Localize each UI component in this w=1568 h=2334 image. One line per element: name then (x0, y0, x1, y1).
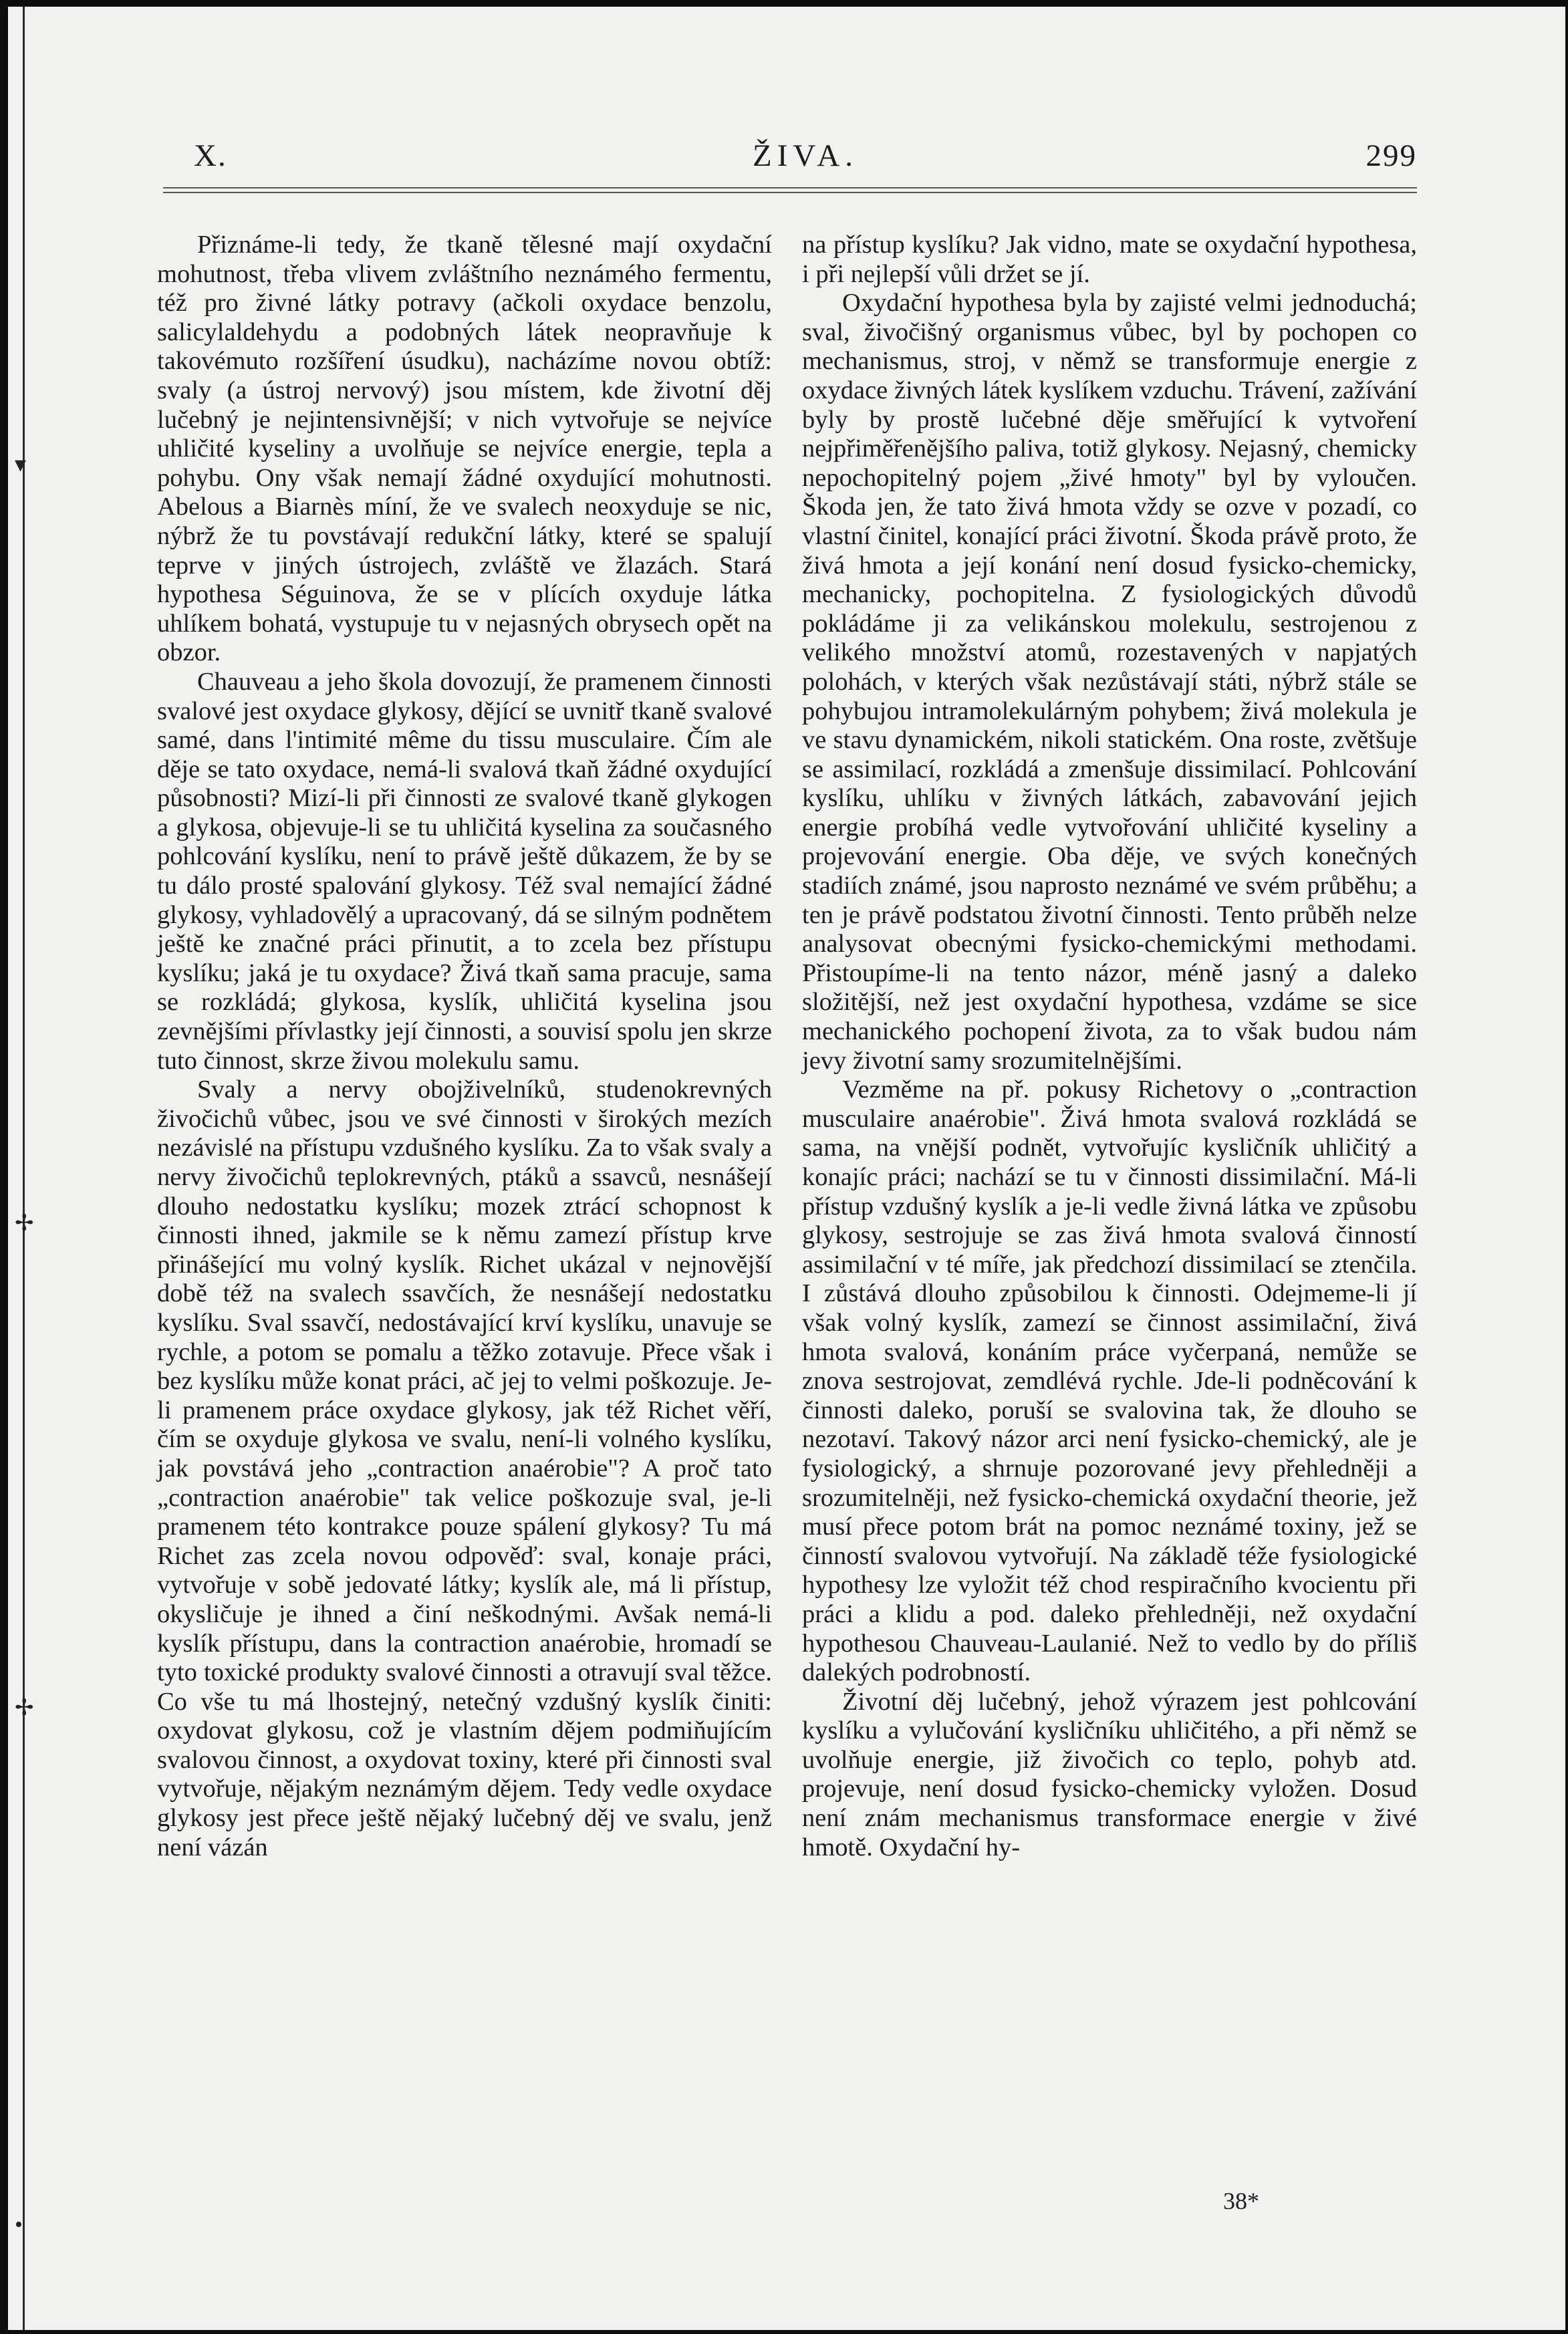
page-number: 299 (1365, 138, 1417, 173)
right-column (802, 231, 1417, 1862)
signature-mark: 38* (1223, 2188, 1259, 2214)
margin-mark: ✢ (15, 1211, 34, 1236)
paragraph: Vezměme na př. pokusy Richetovy o „contraction musculaire anaérobie". Živá hmota svalová rozkládá se sama, na vnější podnět, vytvořujíc kysličník uhličitý a konajíc práci; nachází se tu v činnosti dissimilační. Má-li přístup vzdušný kyslík a je-li vedle živná látka ve způsobu glykosy, sestrojuje se zas živá hmota svalová činností assimilační v té míře, jak předchozí dissimilací se ztenčila. I zůstává dlouho způsobilou k činnosti. Odejmeme-li jí však volný kyslík, zamezí se činnost assimilační, živá hmota svalová, konáním práce vyčerpaná, nemůže se znova sestrojovat, zemdlévá rychle. Jde-li podněcování k činnosti daleko, poruší se svalovina tak, že dlouho se nezotaví. Takový názor arci není fysicko-chemický, ale je fysiologický, a shrnuje pozorované jevy přehledněji a srozumitelněji, než fysicko-chemická oxydační theorie, jež musí přece potom brát na pomoc neznámé toxiny, jež se činností svalovou vytvořují. Na základě téže fysiologické hypothesy lze vyložit též chod respiračního kvocientu při práci a klidu a pod. daleko přehledněji, než oxydační hypothesou Chauveau-Laulanié. Než to vedlo by do příliš dalekých podrobností. (802, 1075, 1417, 1687)
left-column (157, 231, 772, 1862)
header-rule (163, 192, 1417, 193)
paragraph: Chauveau a jeho škola dovozují, že pramenem činnosti svalové jest oxydace glykosy, dějící se uvnitř tkaně svalové samé, dans l'intimité même du tissu musculaire. Čím ale děje se tato oxydace, nemá-li svalová tkaň žádné oxydující působnosti? Mizí-li při činnosti ze svalové tkaně glykogen a glykosa, objevuje-li se tu uhličitá kyselina za současného pohlcování kyslíku, není to právě ještě důkazem, že by se tu dálo prosté spalování glykosy. Též sval nemající žádné glykosy, vyhladovělý a upracovaný, dá se silným podnětem ještě ke značné práci přinutit, a to zcela bez přístupu kyslíku; jaká je tu oxydace? Živá tkaň sama pracuje, sama se rozkládá; glykosa, kyslík, uhličitá kyselina jsou zevnějšími přívlastky její činnosti, a souvisí spolu jen skrze tuto činnost, skrze živou molekulu samu. (157, 667, 772, 1075)
binding-edge-line (23, 7, 25, 2330)
paragraph: Oxydační hypothesa byla by zajisté velmi jednoduchá; sval, živočišný organismus vůbec, byl by pochopen co mechanismus, stroj, v němž se transformuje energie z oxydace živných látek kyslíkem vzduchu. Trávení, zažívání byly by prostě lučebné děje směřující k vytvoření nejpřiměřenějšího paliva, totiž glykosy. Nejasný, chemicky nepochopitelný pojem „živé hmoty" byl by vyloučen. Škoda jen, že tato živá hmota vždy se ozve v pozadí, co vlastní činitel, konající práci životní. Škoda právě proto, že živá hmota a její konání není dosud fysicko-chemicky, mechanicky, pochopitelna. Z fysiologických důvodů pokládáme ji za velikánskou molekulu, sestrojenou z velikého množství atomů, rozestavených v napjatých polohách, v kterých však nezůstávají státi, nýbrž stále se pohybujou intramolekulárným pohybem; živá molekula je ve stavu dynamickém, nikoli statickém. Ona roste, zvětšuje se assimilací, rozkládá a zmenšuje dissimilací. Pohlcování kyslíku, uhlíku v živných látkách, zabavování jejich energie probíhá vedle vytvořování uhličité kyseliny a projevování energie. Oba děje, ve svých konečných stadiích známé, jsou naprosto neznámé ve svém průběhu; a ten je právě podstatou životní činnosti. Tento průběh nelze analysovat obecnými fysicko-chemickými methodami. Přistoupíme-li na tento názor, méně jasný a daleko složitější, než jest oxydační hypothesa, vzdáme se sice mechanického pochopení života, za to však budou nám jevy životní samy srozumitelnějšími. (802, 289, 1417, 1075)
running-header (194, 138, 1417, 178)
journal-title: ŽIVA. (753, 138, 858, 173)
paragraph: Životní děj lučebný, jehož výrazem jest pohlcování kyslíku a vylučování kysličníku uhličitého, a při němž se uvolňuje energie, již živočich co teplo, pohyb atd. projevuje, není dosud fysicko-chemicky vyložen. Dosud není znám mechanismus transformace energie v živé hmotě. Oxydační hy- (802, 1687, 1417, 1861)
page (8, 7, 1565, 2330)
paragraph: Přiznáme-li tedy, že tkaně tělesné mají oxydační mohutnost, třeba vlivem zvláštního neznámého fermentu, též pro živné látky potravy (ačkoli oxydace benzolu, salicylaldehydu a podobných látek neopravňuje k takovémuto rozšíření úsudku), nacházíme novou obtíž: svaly (a ústroj nervový) jsou místem, kde životní děj lučebný je nejintensivnější; v nich vytvořuje se nejvíce uhličité kyseliny a uvolňuje se nejvíce energie, tepla a pohybu. Ony však nemají žádné oxydující mohutnosti. Abelous a Biarnès míní, že ve svalech neoxyduje se nic, nýbrž že tu povstávají redukční látky, které se spalují teprve v jiných ústrojech, zvláště ve žlazách. Stará hypothesa Séguinova, že se v plících oxyduje látka uhlíkem bohatá, vystupuje tu v nejasných obrysech opět na obzor. (157, 231, 772, 667)
paragraph: Svaly a nervy obojživelníků, studenokrevných živočichů vůbec, jsou ve své činnosti v širokých mezích nezávislé na přístupu vzdušného kyslíku. Za to však svaly a nervy živočichů teplokrevných, ptáků a ssavců, nesnášejí dlouho nedostatku kyslíku; mozek ztrácí schopnost k činnosti ihned, jakmile se k němu zamezí přístup krve přinášející mu volný kyslík. Richet ukázal v nejnovější době též na svalech ssavčích, že nesnášejí nedostatku kyslíku. Sval ssavčí, nedostávající krví kyslíku, unavuje se rychle, a potom se pomalu a těžko zotavuje. Přece však i bez kyslíku může konat práci, ač jej to velmi poškozuje. Je-li pramenem práce oxydace glykosy, jak též Richet věří, čím se oxyduje glykosa ve svalu, není-li volného kyslíku, jak povstává jeho „contraction anaérobie"? A proč tato „contraction anaérobie" tak velice poškozuje sval, je-li pramenem této kontrakce pouze spálení glykosy? Tu má Richet zas zcela novou odpověď: sval, konaje práci, vytvořuje v sobě jedovaté látky; kyslík ale, má li přístup, okysličuje je ihned a činí neškodnými. Avšak nemá-li kyslík přístupu, dans la contraction anaérobie, hromadí se tyto toxické produkty svalové činnosti a otravují sval těžce. Co vše tu má lhostejný, netečný vzdušný kyslík činiti: oxydovat glykosu, což je vlastním dějem podmiňujícím svalovou činnost, a oxydovat toxiny, které při činnosti sval vytvořuje, nějakým neznámým dějem. Tedy vedle oxydace glykosy jest přece ještě nějaký lučebný děj ve svalu, jenž není vázán (157, 1075, 772, 1861)
margin-mark: ✢ (15, 1696, 34, 1720)
margin-mark: ▾ (15, 452, 27, 477)
margin-mark: • (15, 2212, 23, 2237)
header-rule (163, 187, 1417, 188)
volume-number: X. (194, 138, 227, 173)
paragraph: na přístup kyslíku? Jak vidno, mate se oxydační hypothesa, i při nejlepší vůli držet se jí. (802, 231, 1417, 288)
